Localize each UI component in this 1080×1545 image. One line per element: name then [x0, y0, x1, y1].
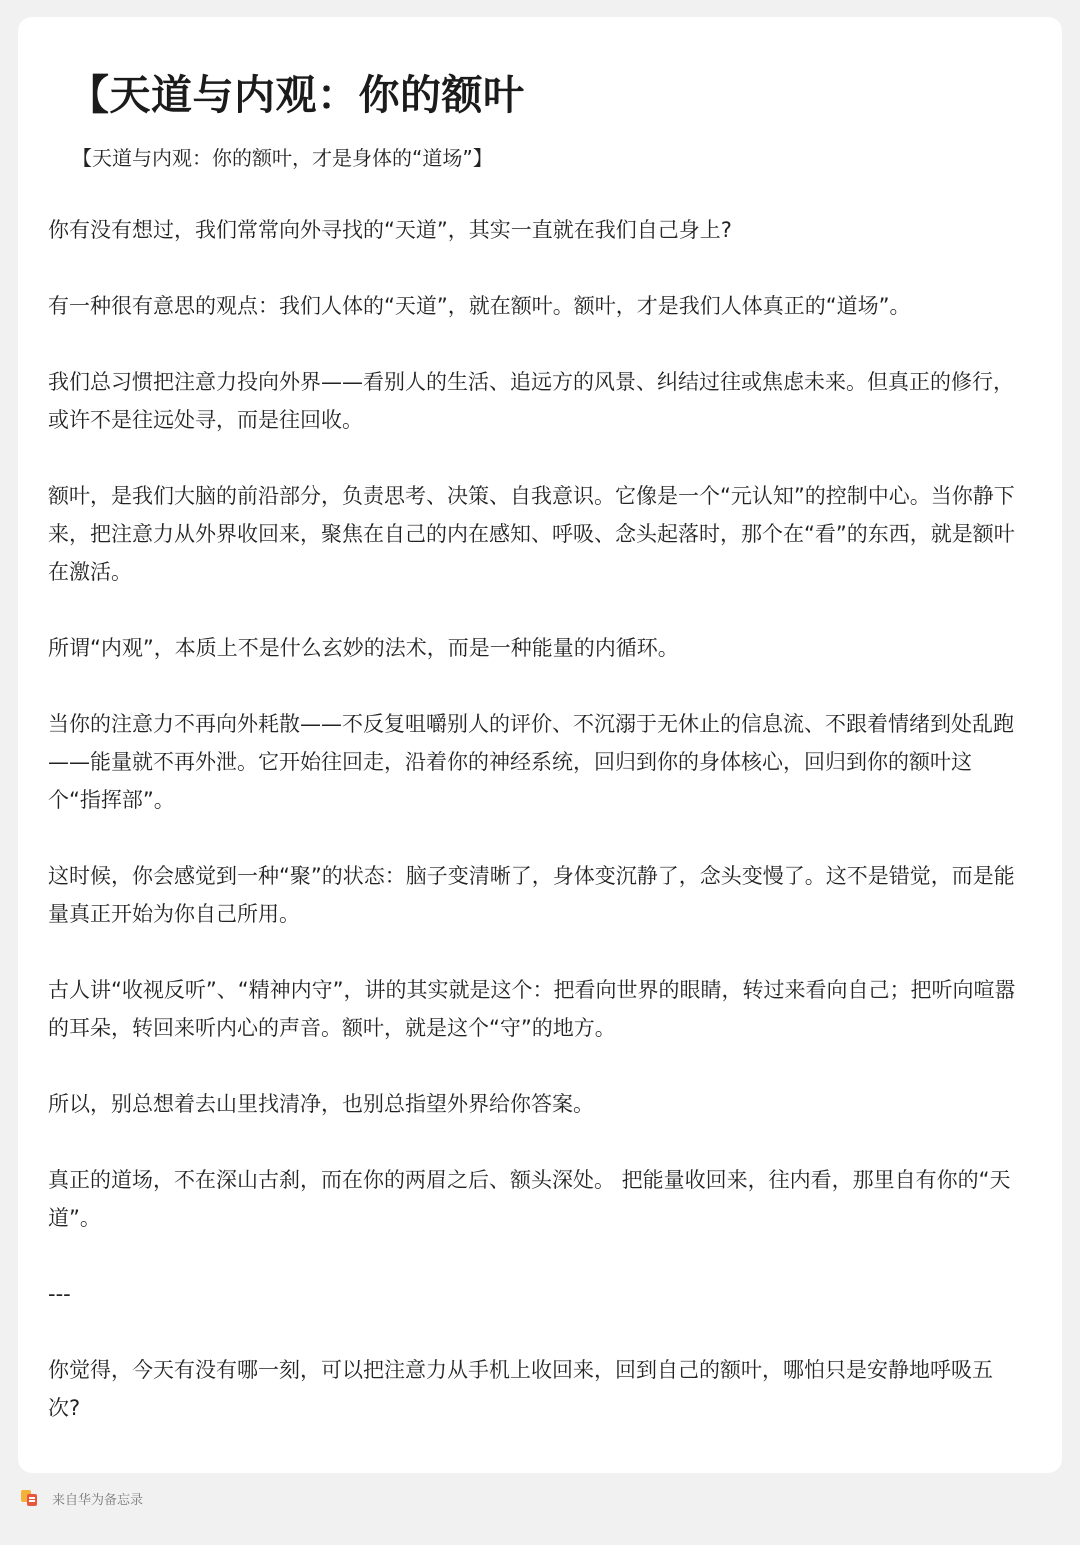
note-paragraph: 所以，别总想着去山里找清净，也别总指望外界给你答案。	[48, 1092, 594, 1116]
note-paragraph: 古人讲“收视反听”、“精神内守”，讲的其实就是这个：把看向世界的眼睛，转过来看向自己；把听向喧嚣的耳朵，转回来听内心的声音。额叶，就是这个“守”的地方。	[48, 978, 1016, 1040]
note-divider: ---	[48, 1282, 71, 1306]
note-paragraph: 你觉得，今天有没有哪一刻，可以把注意力从手机上收回来，回到自己的额叶，哪怕只是安静地呼吸五次?	[48, 1358, 993, 1420]
source-label: 来自华为备忘录	[52, 1492, 144, 1508]
note-paragraph: 有一种很有意思的观点：我们人体的“天道”，就在额叶。额叶，才是我们人体真正的“道场”。	[48, 294, 911, 318]
note-paragraph: 当你的注意力不再向外耗散——不反复咀嚼别人的评价、不沉溺于无休止的信息流、不跟着情绪到处乱跑——能量就不再外泄。它开始往回走，沿着你的神经系统，回归到你的身体核心，回归到你的额叶这个“指挥部”。	[48, 712, 1014, 812]
note-paragraph: 真正的道场，不在深山古刹，而在你的两眉之后、额头深处。 把能量收回来，往内看，那里自有你的“天道”。	[48, 1168, 1011, 1230]
note-paragraph: 你有没有想过，我们常常向外寻找的“天道”，其实一直就在我们自己身上?	[48, 218, 732, 242]
note-body	[48, 139, 1018, 1427]
note-paragraph: 这时候，你会感觉到一种“聚”的状态：脑子变清晰了，身体变沉静了，念头变慢了。这不是错觉，而是能量真正开始为你自己所用。	[48, 864, 1015, 926]
note-card	[18, 17, 1062, 1473]
note-paragraph: 所谓“内观”，本质上不是什么玄妙的法术，而是一种能量的内循环。	[48, 636, 679, 660]
note-paragraph: 额叶，是我们大脑的前沿部分，负责思考、决策、自我意识。它像是一个“元认知”的控制中心。当你静下来，把注意力从外界收回来，聚焦在自己的内在感知、呼吸、念头起落时，那个在“看”的东西，就是额叶在激活。	[48, 484, 1015, 584]
note-paragraph: 我们总习惯把注意力投向外界——看别人的生活、追远方的风景、纠结过往或焦虑未来。但真正的修行，或许不是往远处寻，而是往回收。	[48, 370, 1014, 432]
memo-app-icon	[20, 1489, 38, 1507]
note-subtitle: 【天道与内观：你的额叶，才是身体的“道场”】	[72, 146, 493, 170]
source-footer	[20, 1486, 143, 1510]
note-title: 【天道与内观：你的额叶	[68, 71, 525, 119]
